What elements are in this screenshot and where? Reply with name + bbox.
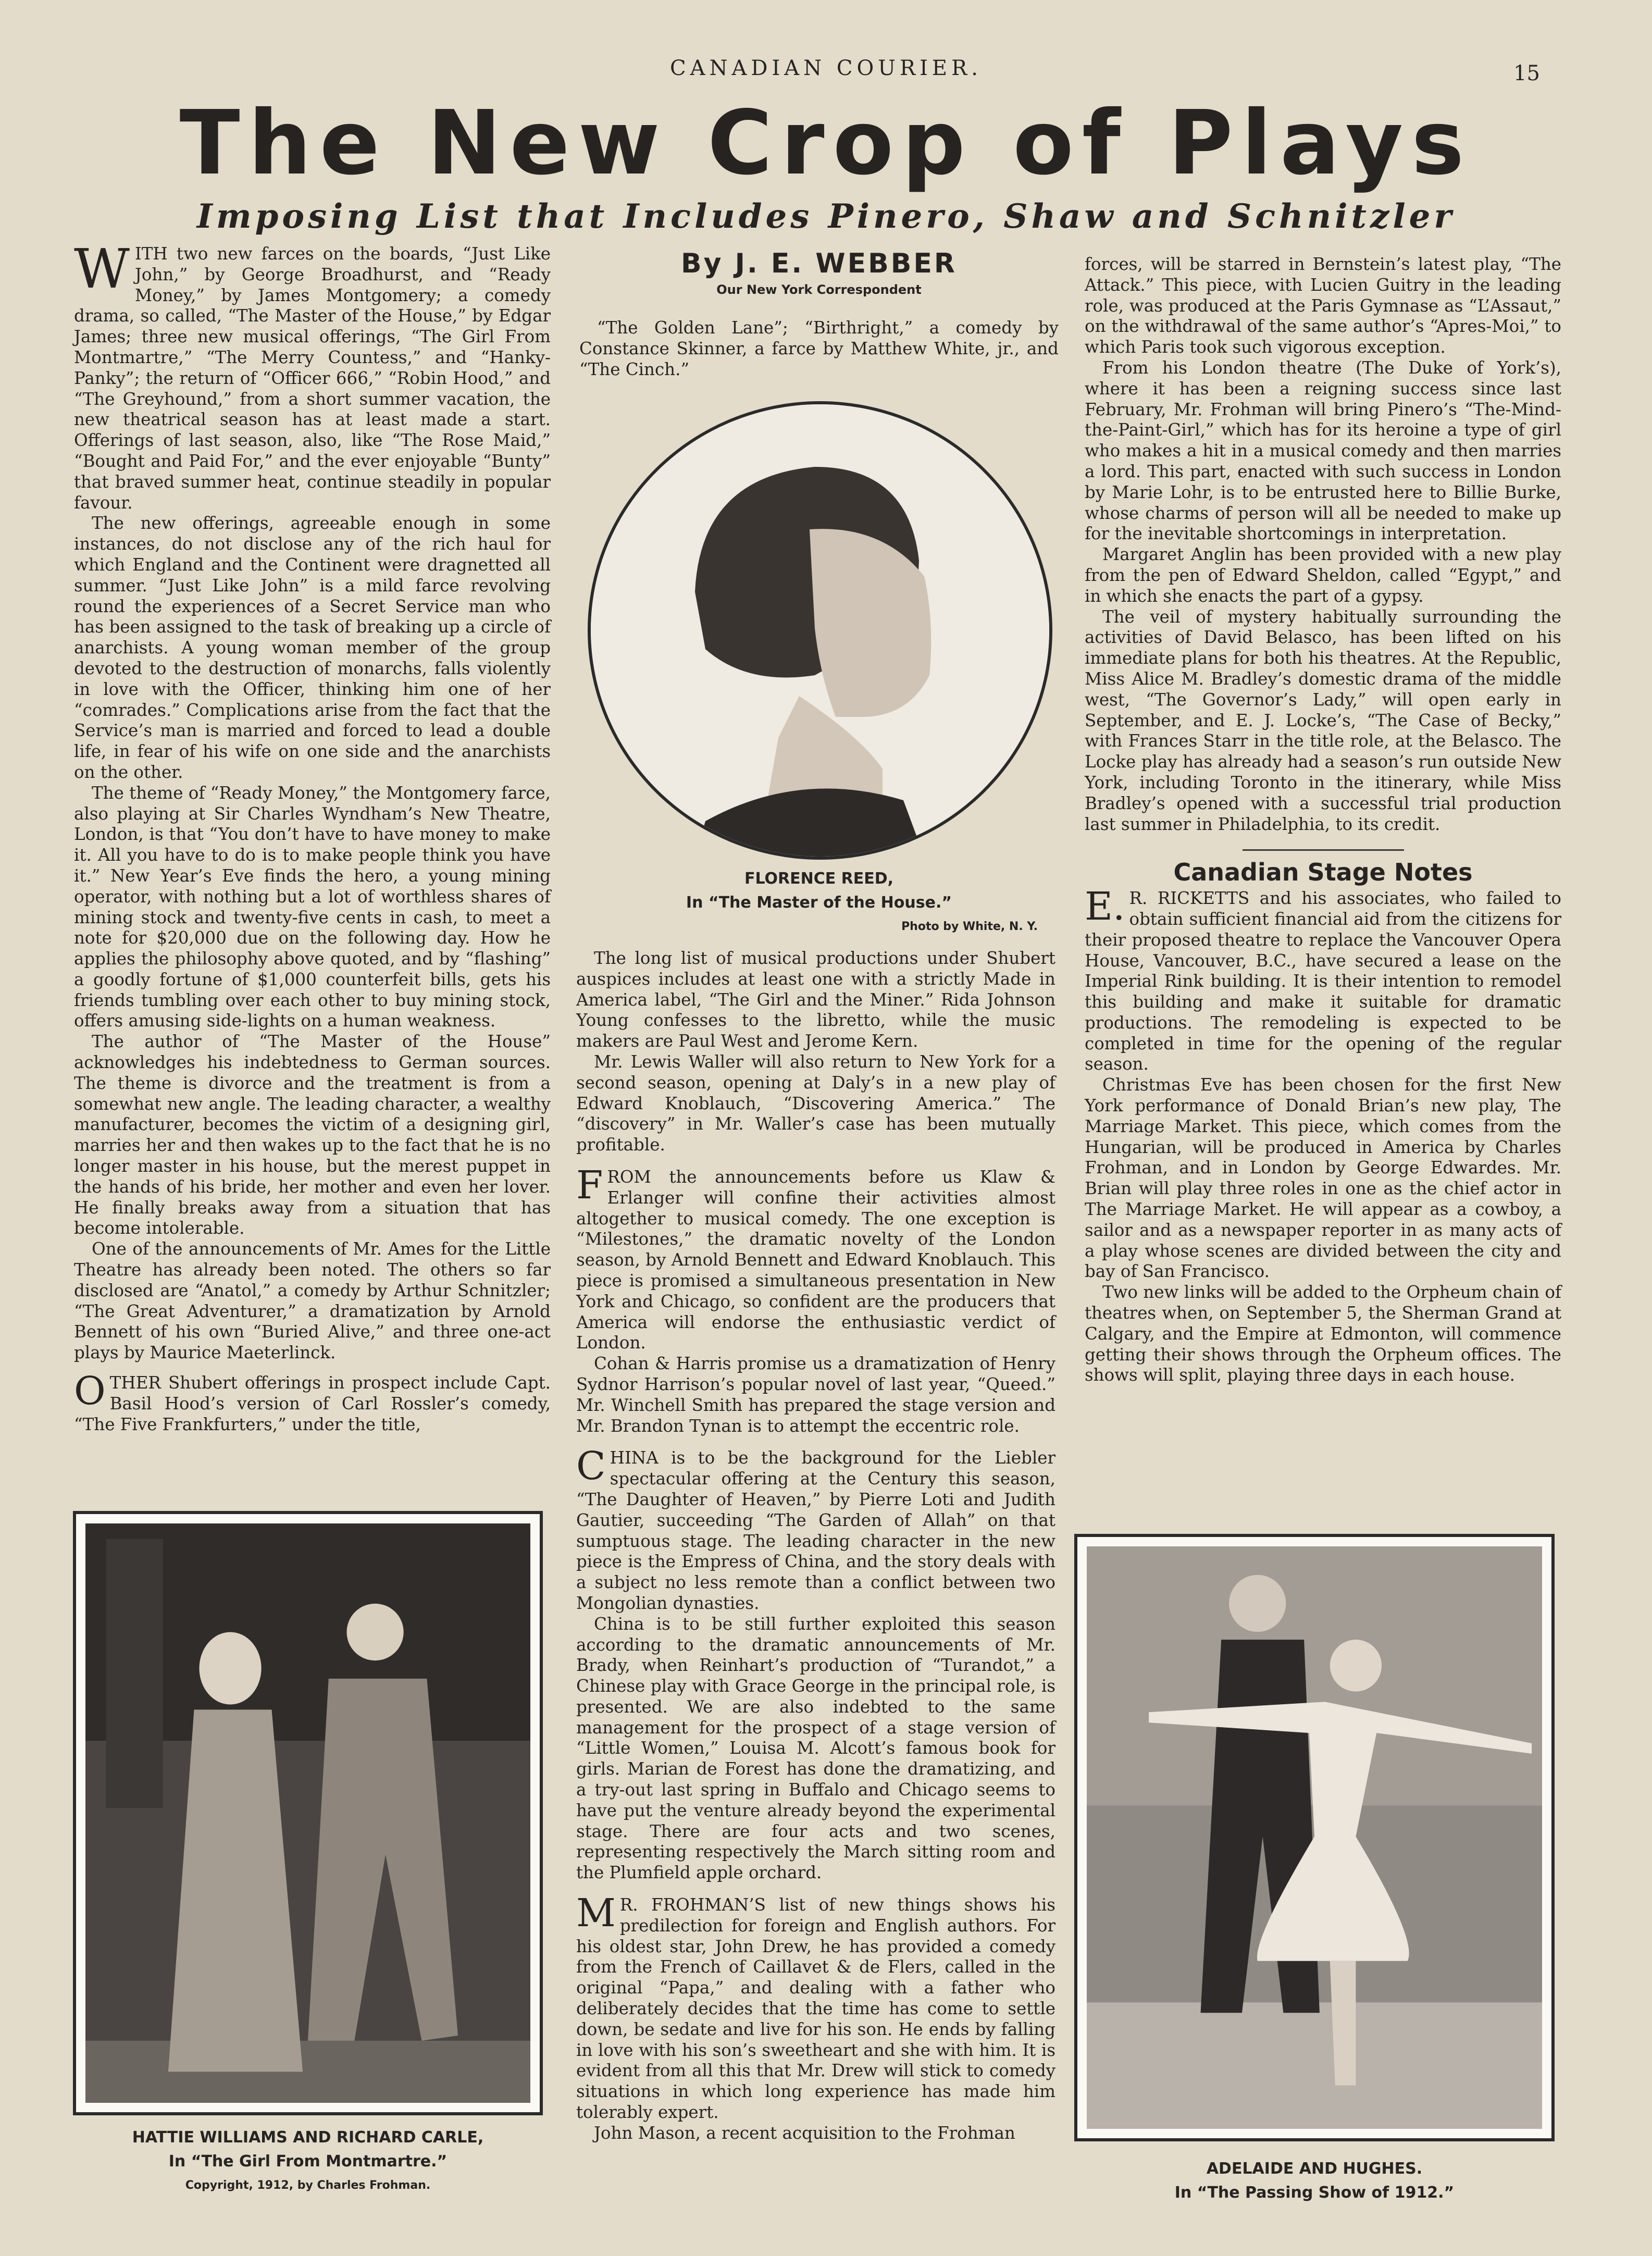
caption-credit: Photo by White, N. Y. bbox=[901, 920, 1038, 933]
photo-williams-carle bbox=[73, 1511, 543, 2115]
caption-play: In “The Passing Show of 1912.” bbox=[1174, 2184, 1455, 2202]
caption-play: In “The Girl From Montmartre.” bbox=[168, 2152, 448, 2171]
paragraph: The new offerings, agreeable enough in some instances, do not disclose any of the rich haul for which England and the Continent were dragnetted all summer. “Just Like John” is a mild farce revolving round the experiences of a Secret Service man who has been assigned to the task of breaking up a circle of anarchists. A young woman member of the group devoted to the destruction of monarchs, falls violently in love with the Officer, thinking him one of her “comrades.” Complications arise from the fact that the Service’s man is married and forced to lead a double life, in fear of his wife on one side and the anarchists on the other. bbox=[74, 513, 551, 782]
drop-cap: M bbox=[576, 1891, 616, 1936]
paragraph: M R. FROHMAN’S list of new things shows his predilection for foreign and English authors. For his oldest star, John Drew, he has provided a comedy from the French of Caillavet & de Flers, called in the original “Papa,” and dealing with a father who deliberately decides that the time has come to settle down, be sedate and live for his son. He ends by falling in love with his son’s sweetheart and she with him. It is evident from all this that Mr. Drew will stick to comedy situations in which long experience has made him tolerably expert. bbox=[576, 1891, 1055, 2123]
paragraph: Cohan & Harris promise us a dramatization of Henry Sydnor Harrison’s popular novel of last year, “Queed.” Mr. Winchell Smith has prepared the stage version and Mr. Brandon Tynan is to attempt the eccentric role. bbox=[576, 1354, 1055, 1436]
caption-name: ADELAIDE AND HUGHES. bbox=[1206, 2160, 1423, 2178]
paragraph: From his London theatre (The Duke of York’s), where it has been a reigning success since last February, Mr. Frohman will bring Pinero’s “The-Mind-the-Paint-Girl,” which has for its heroine a type of girl who makes a hit in a musical comedy and then marries a lord. This part, enacted with such success in London by Marie Lohr, is to be entrusted here to Billie Burke, whose charms of person will all be needed to make up for the inevitable shortcomings in interpretation. bbox=[1085, 357, 1561, 544]
paragraph: China is to be still further exploited this season according to the dramatic announcements of Mr. Brady, when Reinhart’s production of “Turandot,” a Chinese play with Grace George in the principal role, is presented. We are also indebted to the same management for the prospect of a stage version of “Little Women,” Louisa M. Alcott’s famous book for girls. Marian de Forest has done the dramatizing, and a try-out last spring in Buffalo and Chicago seems to have put the venture already beyond the experimental stage. There are four acts and two scenes, representing respectively the March sitting room and the Plumfield apple orchard. bbox=[576, 1614, 1055, 1883]
paragraph: The veil of mystery habitually surrounding the activities of David Belasco, has been lifted on his immediate plans for both his theatres. At the Republic, Miss Alice M. Bradley’s domestic drama of the middle west, “The Governor’s Lady,” will open early in September, and E. J. Locke’s, “The Case of Becky,” with Frances Starr in the title role, at the Belasco. The Locke play has already had a season’s run outside New York, including Toronto in the itinerary, while Miss Bradley’s opened with a successful trial production last summer in Philadelphia, to its credit. bbox=[1085, 606, 1561, 834]
paragraph: John Mason, a recent acquisition to the Frohman bbox=[594, 2123, 1015, 2143]
caption-reed bbox=[579, 867, 1059, 939]
byline-block bbox=[579, 248, 1059, 297]
paragraph: The long list of musical productions under Shubert auspices includes at least one with a strictly Made in America label, “The Girl and the Miner.” Rida Johnson Young confesses to the libretto, while the music makers are Paul West and Jerome Kern. bbox=[576, 948, 1055, 1051]
dance-photo-image bbox=[1087, 1546, 1542, 2129]
portrait-frame bbox=[588, 401, 1052, 860]
photo-adelaide-hughes bbox=[1074, 1534, 1555, 2141]
correspondent-label: Our New York Correspondent bbox=[716, 282, 922, 297]
column-right bbox=[1085, 254, 1561, 1386]
caption-name: FLORENCE REED, bbox=[744, 870, 894, 888]
paragraph: Christmas Eve has been chosen for the first New York performance of Donald Brian’s new play, The Marriage Market. This piece, which comes from the Hungarian, will be produced in America by Charles Frohman, and in London by George Edwardes. Mr. Brian will play three roles in one as the chief actor in The Marriage Market. He will appear as a cowboy, a sailor and as a newspaper reporter in as many acts of a play whose scenes are divided between the city and bay of San Francisco. bbox=[1085, 1075, 1561, 1282]
stage-photo-image bbox=[85, 1523, 530, 2103]
paragraph: Mr. Lewis Waller will also return to New York for a second season, opening at Daly’s in a new play of Edward Knoblauch, “Discovering America.” The “discovery” in Mr. Waller’s case has been mutually profitable. bbox=[576, 1051, 1055, 1155]
article-subtitle: Imposing List that Includes Pinero, Shaw and Schnitzler bbox=[196, 197, 1456, 236]
paragraph: “The Golden Lane”; “Birthright,” a comedy by Constance Skinner, a farce by Matthew White, jr., and “The Cinch.” bbox=[579, 318, 1059, 379]
paragraph: forces, will be starred in Bernstein’s latest play, “The Attack.” This piece, with Lucien Guitry in the leading role, was produced at the Paris Gymnase as “L’Assaut,” on the withdrawal of the same author’s “Apres-Moi,” to which Paris took such vigorous exception. bbox=[1085, 254, 1561, 357]
running-head: CANADIAN COURIER. bbox=[670, 56, 982, 80]
paragraph: Margaret Anglin has been provided with a new play from the pen of Edward Sheldon, called “Egypt,” and in which she enacts the part of a gypsy. bbox=[1085, 544, 1561, 606]
drop-cap: O bbox=[74, 1369, 106, 1414]
caption-williams-carle bbox=[73, 2126, 543, 2198]
drop-cap: F bbox=[576, 1162, 603, 1208]
drop-cap: W bbox=[74, 237, 130, 301]
paragraph: E. R. RICKETTS and his associates, who failed to obtain sufficient financial aid from the citizens for their proposed theatre to replace the Vancouver Opera House, Vancouver, B.C., have secured a lease on the Imperial Rink building. It is their intention to remodel this building and make it suitable for dramatic productions. The remodeling is expected to be completed in time for the opening of the regular season. bbox=[1085, 884, 1561, 1074]
article-title: The New Crop of Plays bbox=[179, 92, 1473, 195]
paragraph: FROM the announcements before us Klaw & Erlanger will confine their activities almost altogether to musical comedy. The one exception is “Milestones,” the dramatic novelty of the London season, by Arnold Bennett and Edward Knoblauch. This piece is promised a simultaneous presentation in New York and Chicago, so confident are the producers that America will endorse the enthusiastic verdict of London. bbox=[576, 1162, 1055, 1353]
page-number: 15 bbox=[1513, 61, 1540, 85]
caption-play: In “The Master of the House.” bbox=[686, 894, 952, 912]
drop-cap: E. bbox=[1085, 884, 1125, 929]
paragraph: WITH two new farces on the boards, “Just Like John,” by George Broadhurst, and “Ready Money,” by James Montgomery; a comedy drama, so called, “The Master of the House,” by Edgar James; three new musical offerings, “The Girl From Montmartre,” “The Merry Countess,” and “Hanky-Panky”; the return of “Officer 666,” “Robin Hood,” and “The Greyhound,” from a short summer vacation, the new theatrical season has at least made a start. Offerings of last season, also, like “The Rose Maid,” “Bought and Paid For,” and the ever enjoyable “Bunty” that braved summer heat, continue steadily in popular favour. bbox=[74, 237, 551, 513]
paragraph: One of the announcements of Mr. Ames for the Little Theatre has already been noted. The others so far disclosed are “Anatol,” a comedy by Arthur Schnitzler; “The Great Adventurer,” a dramatization by Arnold Bennett of his own “Buried Alive,” and three one-act plays by Maurice Maeterlinck. bbox=[74, 1239, 551, 1363]
caption-adelaide-hughes bbox=[1074, 2157, 1555, 2205]
paragraph: OTHER Shubert offerings in prospect include Capt. Basil Hood’s version of Carl Rossler’s comedy, “The Five Frankfurters,” under the title, bbox=[74, 1369, 551, 1434]
column-left bbox=[74, 237, 551, 1435]
byline: By J. E. WEBBER bbox=[681, 248, 957, 279]
portrait-image bbox=[591, 404, 1049, 857]
section-divider bbox=[1243, 849, 1404, 851]
paragraph: CHINA is to be the background for the Liebler spectacular offering at the Century this season, “The Daughter of Heaven,” by Pierre Loti and Judith Gautier, succeeding “The Garden of Allah” on that sumptuous stage. The leading character in the new piece is the Empress of China, and the story deals with a subject no less remote than a conflict between two Mongolian dynasties. bbox=[576, 1444, 1055, 1613]
drop-cap: C bbox=[576, 1444, 606, 1489]
column-middle bbox=[576, 948, 1055, 2144]
section-heading: Canadian Stage Notes bbox=[1173, 858, 1473, 887]
paragraph: The theme of “Ready Money,” the Montgomery farce, also playing at Sir Charles Wyndham’s New Theatre, London, is that “You don’t have to have money to make it. All you have to do is to make people think you have it.” New Year’s Eve finds the hero, a young mining operator, with nothing but a lot of worthless shares of mining stock and twenty-five cents in cash, to meet a note for $20,000 due on the following day. How he applies the philosophy above quoted, and by “flashing” a goodly fortune of $1,000 counterfeit bills, gets his friends tumbling over each other to buy mining stock, offers amusing side-lights on a human weakness. bbox=[74, 783, 551, 1031]
paragraph: Two new links will be added to the Orpheum chain of theatres when, on September 5, the Sherman Grand at Calgary, and the Empire at Edmonton, will commence getting their shows through the Orpheum offices. The shows will split, playing three days in each house. bbox=[1085, 1282, 1561, 1385]
column-middle-top bbox=[579, 318, 1059, 380]
caption-name: HATTIE WILLIAMS AND RICHARD CARLE, bbox=[132, 2128, 484, 2147]
paragraph: The author of “The Master of the House” acknowledges his indebtedness to German sources. The theme is divorce and the treatment is from a somewhat new angle. The leading character, a wealthy manufacturer, becomes the victim of a designing girl, marries her and then wakes up to the fact that he is no longer master in his house, but the merest puppet in the hands of his bride, her mother and even her lover. He finally breaks away from a situation that has become intolerable. bbox=[74, 1032, 551, 1238]
caption-credit: Copyright, 1912, by Charles Frohman. bbox=[185, 2179, 431, 2192]
